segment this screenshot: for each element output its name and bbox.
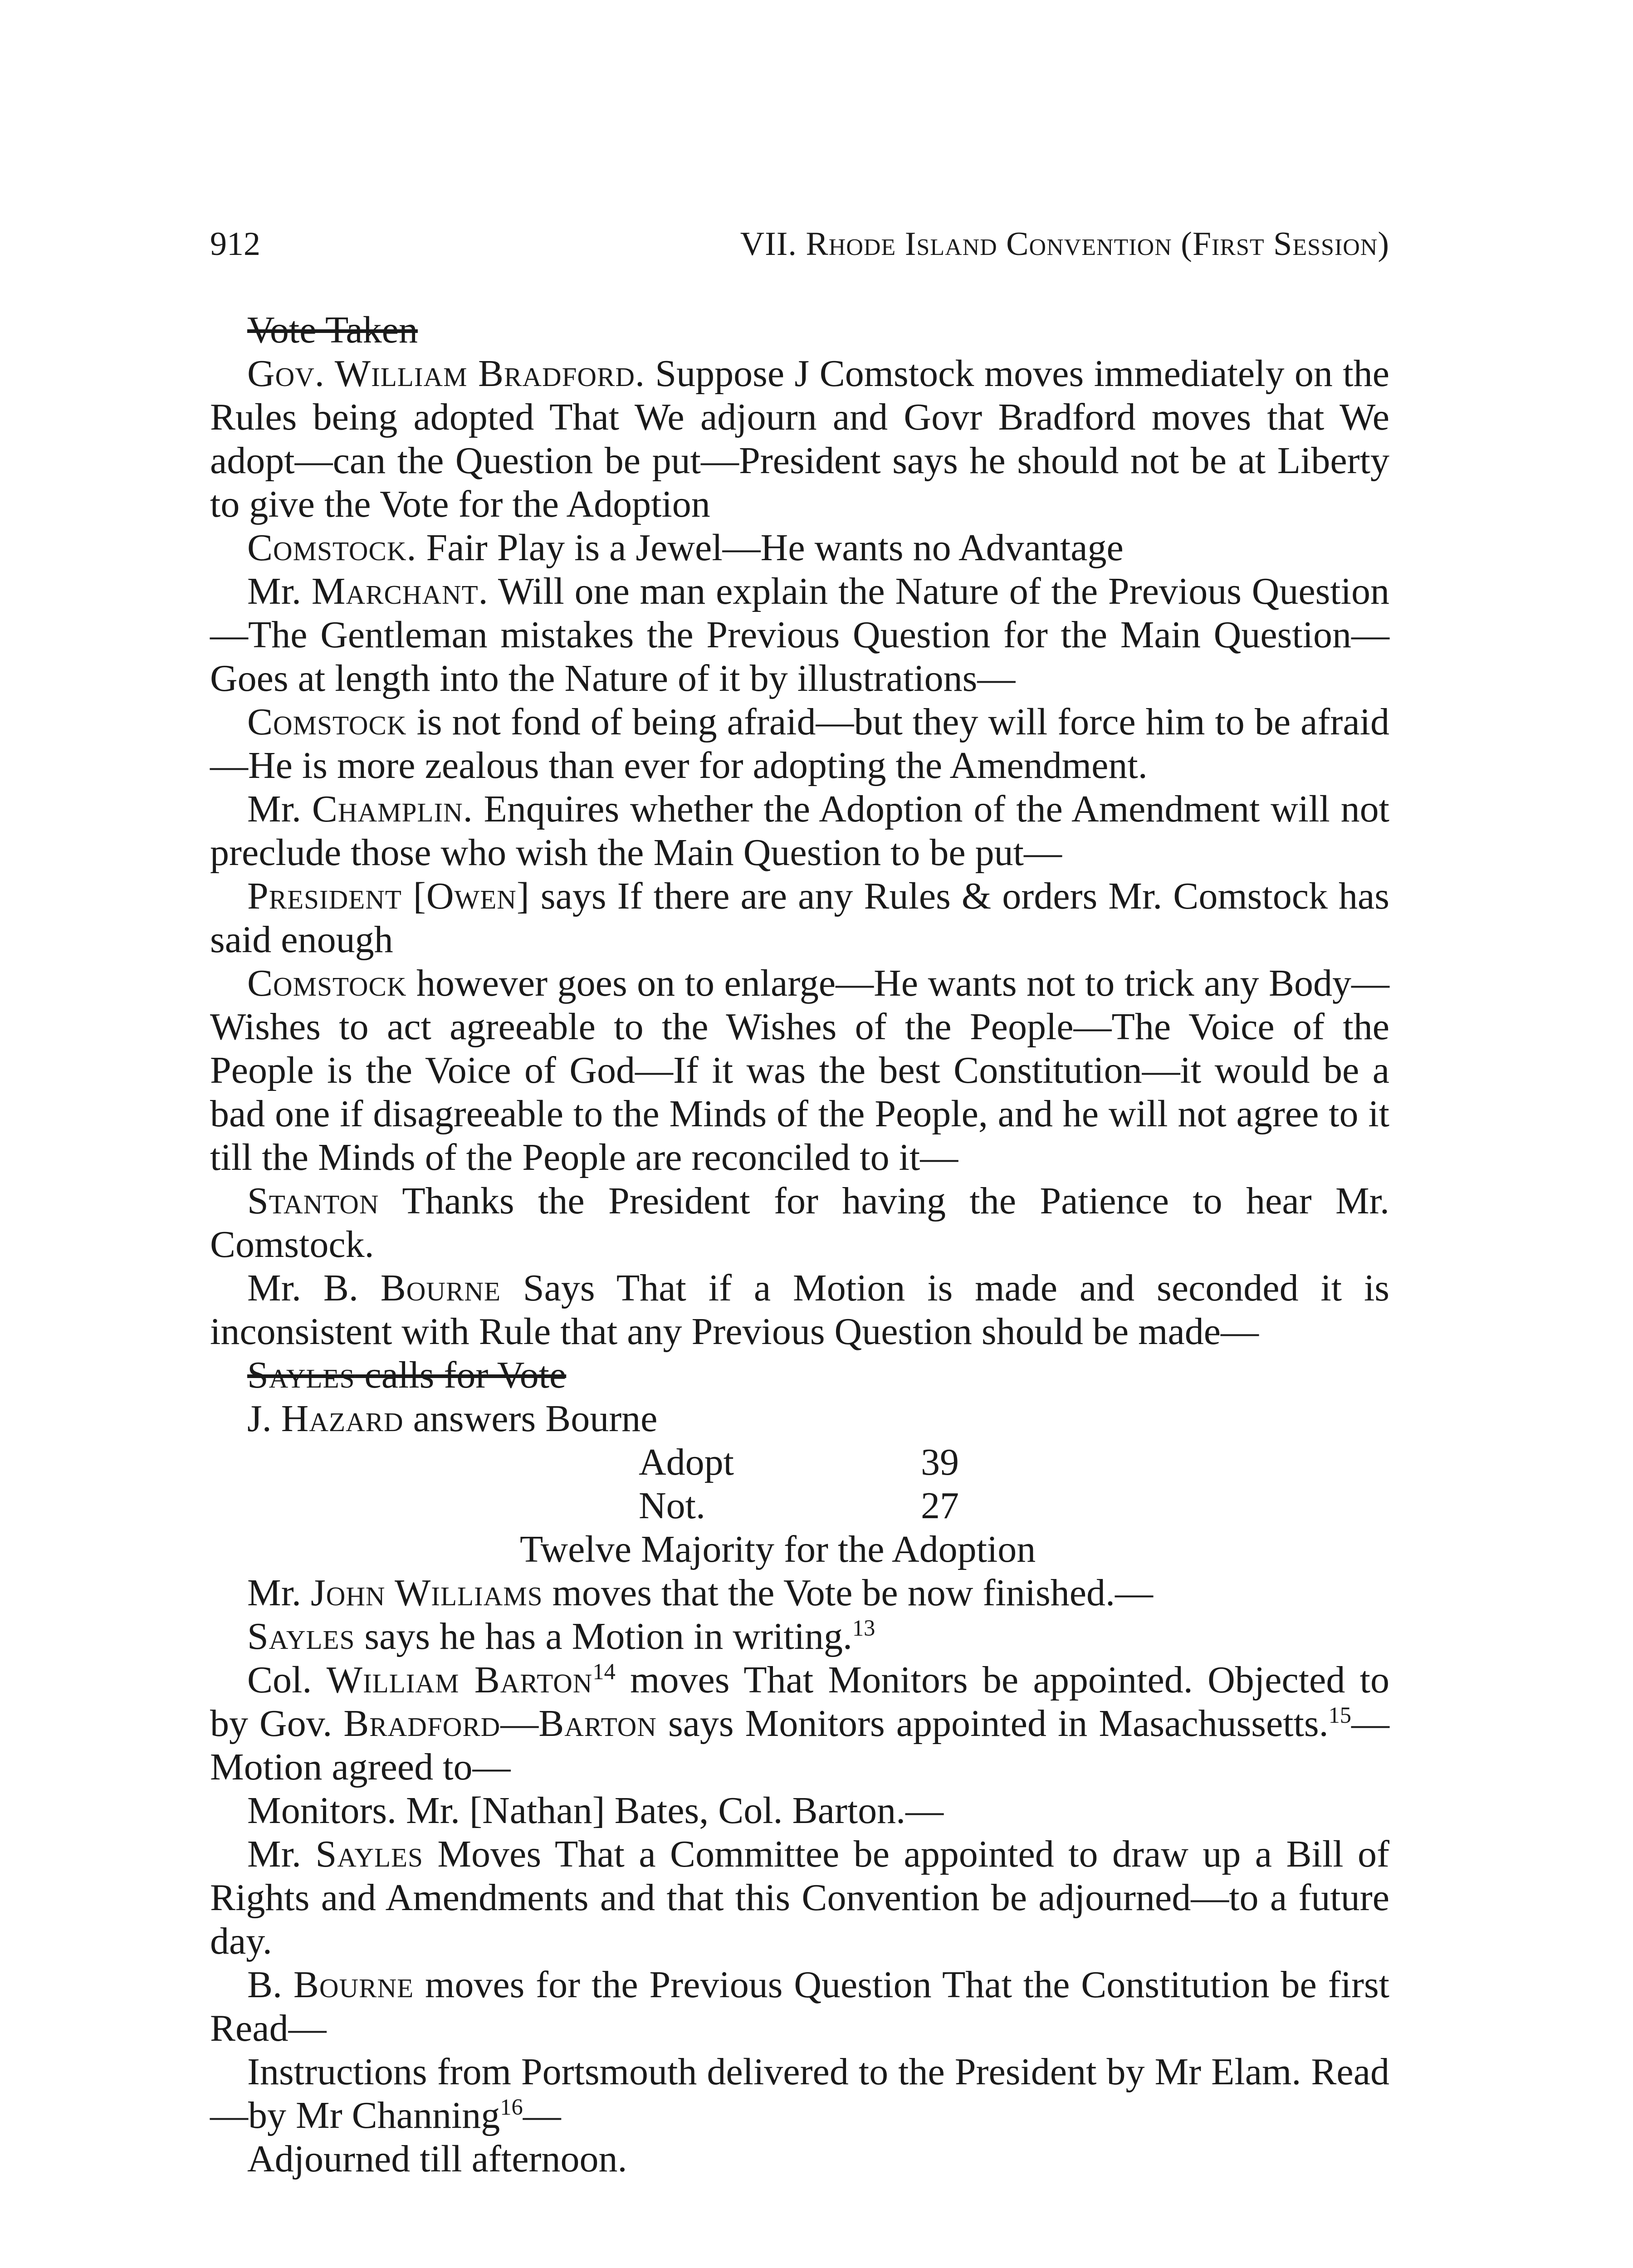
paragraph <box>210 1963 1389 2050</box>
paragraph-text: Fair Play is a Jewel—He wants no Advantage <box>416 527 1124 569</box>
speaker-name: Hazard <box>281 1398 404 1440</box>
running-head <box>210 217 1389 271</box>
speaker-title: Mr. B. <box>247 1267 381 1309</box>
paragraph-text: Says That if a Motion is made and seconded it is inconsistent with Rule that any Previous Question should be made— <box>210 1267 1389 1353</box>
paragraph <box>210 570 1389 700</box>
footnote-ref: 13 <box>852 1615 875 1641</box>
tally-row <box>210 1484 1389 1528</box>
speaker-name: Bourne <box>293 1964 414 2006</box>
vote-tally <box>210 1441 1389 1571</box>
paragraph <box>210 1833 1389 1963</box>
paragraph <box>210 526 1389 570</box>
tally-count: 39 <box>921 1441 959 1483</box>
speaker-name: Barton <box>538 1702 657 1745</box>
paragraph <box>210 1658 1389 1789</box>
paragraph <box>210 962 1389 1179</box>
speaker-name: Stanton <box>247 1180 379 1222</box>
tally-label: Adopt <box>639 1441 734 1483</box>
speaker-name: Comstock <box>247 701 407 743</box>
struck-heading-text: Vote Taken <box>247 309 418 351</box>
paragraph-text: moves for the Previous Question That the Constitution be first Read— <box>210 1964 1389 2049</box>
paragraph <box>210 875 1389 962</box>
paragraph-text: — <box>523 2094 561 2136</box>
paragraph-text: however goes on to enlarge—He wants not to trick any Body—Wishes to act agreeable to the Wishes of the People—The Voice of the People is the Voice of God—If it was the best Constitution—it would be a bad one if disagreeable to the Minds of the People, and he will not agree to it till the Minds of the People are reconciled to it— <box>210 962 1389 1178</box>
paragraph <box>210 1397 1389 1441</box>
speaker-title: J. <box>247 1398 281 1440</box>
speaker-title: Col. <box>247 1659 327 1701</box>
paragraph-text: — <box>500 1702 539 1745</box>
speaker-title: Mr. <box>247 788 312 830</box>
speaker-name: Sayles <box>315 1833 423 1875</box>
speaker-name: William Barton <box>326 1659 593 1701</box>
paragraph-text: —Motion agreed to— <box>210 1702 1389 1788</box>
speaker-name: Champlin. <box>312 788 473 830</box>
page-number: 912 <box>210 225 260 263</box>
speaker-name: President [Owen] <box>247 875 530 917</box>
paragraph-text: Thanks the President for having the Patience to hear Mr. Comstock. <box>210 1180 1389 1266</box>
paragraph <box>210 2050 1389 2137</box>
paragraph <box>210 2137 1389 2181</box>
paragraph-text: says If there are any Rules & orders Mr. Comstock has said enough <box>210 875 1389 961</box>
paragraph <box>210 1266 1389 1354</box>
tally-summary: Twelve Majority for the Adoption <box>520 1528 1036 1570</box>
paragraph <box>210 1179 1389 1266</box>
tally-row <box>210 1441 1389 1484</box>
tally-label: Not. <box>639 1485 705 1527</box>
paragraph-text: is not fond of being afraid—but they will force him to be afraid—He is more zealous than ever for adopting the Amendment. <box>210 701 1389 787</box>
speaker-name: Comstock <box>247 962 407 1004</box>
footnote-ref: 14 <box>592 1659 616 1684</box>
speaker-title: Mr. <box>247 570 312 612</box>
paragraph-text: Instructions from Portsmouth delivered to the President by Mr Elam. Read—by Mr Channing <box>210 2051 1389 2136</box>
running-head-title: VII. Rhode Island Convention (First Session) <box>740 225 1389 263</box>
footnote-ref: 16 <box>500 2094 523 2120</box>
paragraph-text: moves That Monitors be appointed. Objected to by Gov. <box>210 1659 1389 1745</box>
paragraph-text: says he has a Motion in writing. <box>355 1615 852 1657</box>
paragraph-text: answers Bourne <box>403 1398 658 1440</box>
paragraph <box>210 1615 1389 1658</box>
speaker-title: B. <box>247 1964 293 2006</box>
speaker-name: John Williams <box>311 1572 543 1614</box>
paragraph <box>210 1789 1389 1833</box>
paragraph-text: Adjourned till afternoon. <box>247 2138 627 2180</box>
speaker-name: Bourne <box>380 1267 501 1309</box>
speaker-name: Marchant. <box>311 570 489 612</box>
struck-paragraph <box>210 1354 1389 1397</box>
paragraph-text: Will one man explain the Nature of the Previous Question—The Gentleman mistakes the Previous Question for the Main Question—Goes at length into the Nature of it by illustrations— <box>210 570 1389 699</box>
speaker-name: Comstock. <box>247 527 417 569</box>
paragraph <box>210 1571 1389 1615</box>
speaker-name: Gov. William Bradford. <box>247 352 645 395</box>
struck-heading <box>210 308 1389 352</box>
speaker-name: Sayles <box>247 1354 355 1396</box>
paragraph <box>210 700 1389 787</box>
paragraph-text: calls for Vote <box>355 1354 567 1396</box>
body-text <box>210 308 1389 2181</box>
tally-count: 27 <box>921 1485 959 1527</box>
paragraph-text: Moves That a Committee be appointed to draw up a Bill of Rights and Amendments and that this Convention be adjourned—to a future day. <box>210 1833 1389 1962</box>
speaker-name: Bradford <box>343 1702 501 1745</box>
paragraph-text: says Monitors appointed in Masachussetts. <box>656 1702 1329 1745</box>
paragraph-text: Suppose J Comstock moves immediately on the Rules being adopted That We adjourn and Govr Bradford moves that We adopt—can the Question be put—President says he should not be at Liberty to give the Vote for the Adoption <box>210 352 1389 525</box>
paragraph <box>210 352 1389 526</box>
paragraph-text: moves that the Vote be now finished.— <box>543 1572 1153 1614</box>
speaker-title: Mr. <box>247 1572 311 1614</box>
speaker-title: Mr. <box>247 1833 316 1875</box>
paragraph <box>210 787 1389 875</box>
paragraph-text: Monitors. Mr. [Nathan] Bates, Col. Barton.— <box>247 1789 944 1832</box>
paragraph-text: Enquires whether the Adoption of the Amendment will not preclude those who wish the Main Question to be put— <box>210 788 1390 874</box>
speaker-name: Sayles <box>247 1615 355 1657</box>
footnote-ref: 15 <box>1328 1702 1351 1728</box>
